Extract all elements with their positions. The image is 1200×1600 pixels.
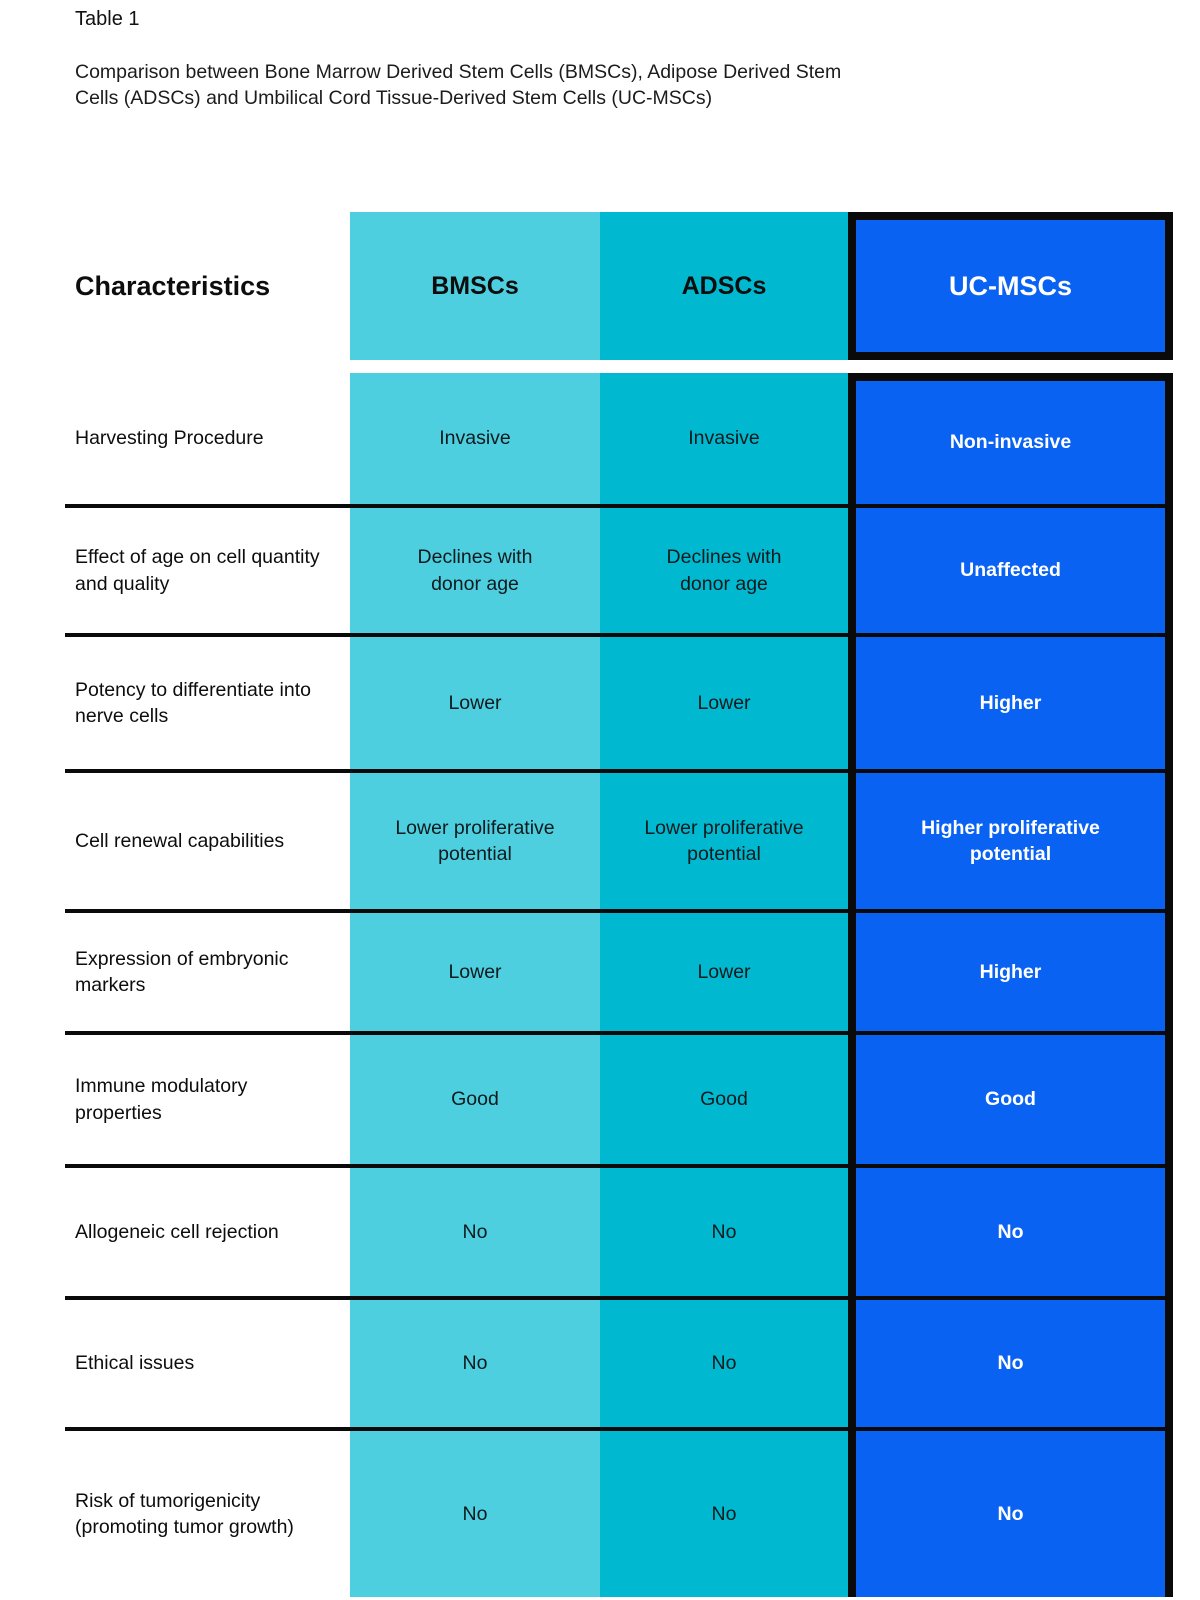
table-row-immune-modulatory: [65, 1035, 1173, 1168]
bmscs-cell: No: [350, 1300, 600, 1427]
table-row-harvesting-procedure: [65, 373, 1173, 508]
bmscs-cell: Invasive: [350, 373, 600, 504]
bmscs-cell: Lower proliferative potential: [350, 773, 600, 909]
table-row-ethical-issues: [65, 1300, 1173, 1431]
adscs-cell: No: [600, 1168, 848, 1296]
table-header-row: [65, 212, 1173, 360]
row-label: Effect of age on cell quantity and quality: [75, 546, 320, 595]
row-label: Cell renewal capabilities: [75, 829, 285, 852]
ucmscs-cell: No: [848, 1300, 1173, 1427]
row-label: Allogeneic cell rejection: [75, 1220, 279, 1243]
adscs-cell: Lower: [600, 637, 848, 769]
table-body: [65, 373, 1173, 1597]
header-ucmscs: UC-MSCs: [848, 212, 1173, 360]
adscs-cell: Lower proliferative potential: [600, 773, 848, 909]
row-label: Risk of tumorigenicity (promoting tumor growth): [75, 1489, 294, 1538]
ucmscs-cell: Higher proliferative potential: [848, 773, 1173, 909]
table-label: Table 1: [75, 8, 140, 30]
header-bmscs: BMSCs: [350, 212, 600, 360]
ucmscs-cell: Unaffected: [848, 508, 1173, 633]
row-label: Expression of embryonic markers: [75, 947, 289, 996]
row-label: Harvesting Procedure: [75, 427, 264, 450]
table-caption: Comparison between Bone Marrow Derived Stem Cells (BMSCs), Adipose Derived Stem Cells (ADSCs) and Umbilical Cord Tissue-Derived Stem Cells (UC-MSCs): [75, 61, 842, 109]
bmscs-cell: Good: [350, 1035, 600, 1164]
row-label: Ethical issues: [75, 1352, 195, 1375]
row-label: Immune modulatory properties: [75, 1075, 248, 1124]
table-row-potency-nerve-cells: [65, 637, 1173, 773]
table-row-cell-renewal: [65, 773, 1173, 913]
bmscs-cell: Lower: [350, 637, 600, 769]
header-adscs: ADSCs: [600, 212, 848, 360]
adscs-cell: No: [600, 1300, 848, 1427]
row-label: Potency to differentiate into nerve cells: [75, 678, 311, 727]
ucmscs-cell: No: [848, 1431, 1173, 1597]
bmscs-cell: Declines with donor age: [350, 508, 600, 633]
header-characteristics: Characteristics: [65, 212, 350, 360]
table-row-embryonic-markers: [65, 913, 1173, 1035]
adscs-cell: No: [600, 1431, 848, 1597]
ucmscs-cell: Non-invasive: [848, 373, 1173, 504]
table-row-age-effect: [65, 508, 1173, 637]
ucmscs-cell: No: [848, 1168, 1173, 1296]
bmscs-cell: No: [350, 1168, 600, 1296]
ucmscs-cell: Good: [848, 1035, 1173, 1164]
adscs-cell: Good: [600, 1035, 848, 1164]
bmscs-cell: Lower: [350, 913, 600, 1031]
adscs-cell: Invasive: [600, 373, 848, 504]
table-row-allogeneic-rejection: [65, 1168, 1173, 1300]
table-row-tumorigenicity: [65, 1431, 1173, 1597]
ucmscs-cell: Higher: [848, 913, 1173, 1031]
bmscs-cell: No: [350, 1431, 600, 1597]
adscs-cell: Declines with donor age: [600, 508, 848, 633]
ucmscs-cell: Higher: [848, 637, 1173, 769]
adscs-cell: Lower: [600, 913, 848, 1031]
